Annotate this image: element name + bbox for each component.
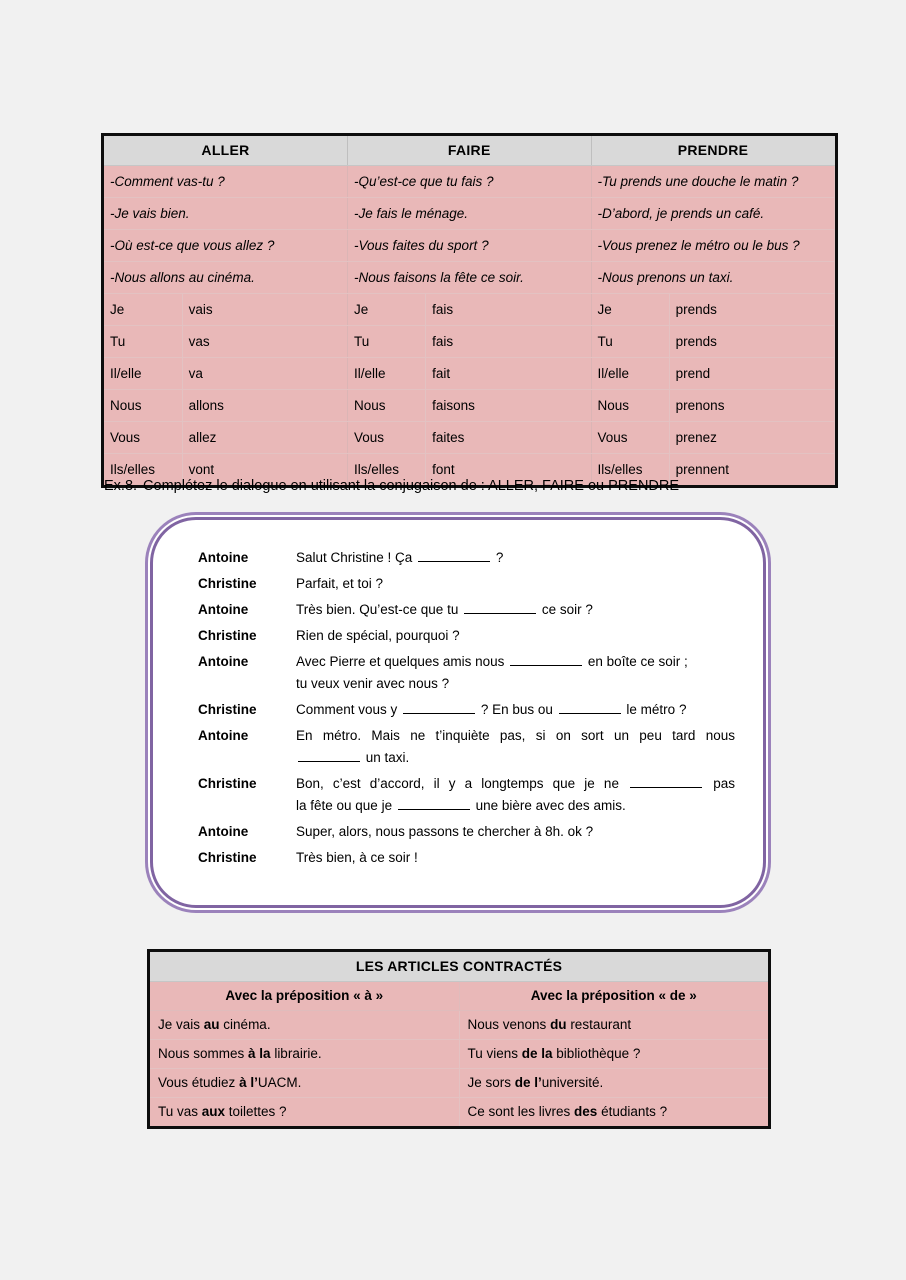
example-prendre-3: -Vous prenez le métro ou le bus ? [591,230,835,262]
pronoun-faire: Tu [348,326,426,358]
text-post: UACM. [257,1075,302,1090]
example-faire-1: -Qu’est-ce que tu fais ? [348,166,592,198]
dialogue-text [296,773,735,817]
dialogue-text-after: le métro ? [626,702,687,717]
text-pre: Je sors [467,1075,515,1090]
dialogue-text-after: en boîte ce soir ; [587,654,688,669]
text-bold: de la [521,1046,553,1061]
form-prendre: prends [669,294,834,326]
form-prendre: prend [669,358,834,390]
dialogue-text [296,573,735,595]
dialogue-text-before: Très bien, à ce soir ! [296,850,418,865]
pronoun-faire: Vous [348,422,426,454]
dialogue-text-before: Bon, c’est d’accord, il y a longtemps que je ne [296,776,619,791]
dialogue-text-before: Salut Christine ! Ça [296,550,413,565]
articles-row [150,1011,768,1040]
contracted-articles-table [147,949,771,1129]
form-aller: allez [182,422,347,454]
dialogue-text-before: En métro. Mais ne t’inquiète pas, si on sort un peu tard nous [296,728,735,743]
pronoun-aller: Il/elle [104,358,182,390]
dialogue-content [198,547,735,873]
text-post: université. [541,1075,604,1090]
text-pre: Tu viens [467,1046,522,1061]
dialogue-blank[interactable] [559,713,621,714]
form-faire: font [426,454,591,486]
dialogue-text-before: Rien de spécial, pourquoi ? [296,628,460,643]
dialogue-line7-row1 [296,773,735,795]
dialogue-line [198,773,735,817]
verb-header-prendre: PRENDRE [591,136,835,166]
dialogue-text [296,821,735,843]
example-aller-4: -Nous allons au cinéma. [104,262,348,294]
dialogue-text-after: ? [495,550,504,565]
articles-title: LES ARTICLES CONTRACTÉS [150,952,768,982]
articles-cell-a [150,1040,459,1069]
pronoun-aller: Vous [104,422,182,454]
verb-conjugation-table [101,133,838,488]
text-post: cinéma. [219,1017,271,1032]
articles-table [150,952,768,1126]
text-pre: Nous sommes [158,1046,249,1061]
dialogue-blank[interactable] [398,809,470,810]
form-aller: vais [182,294,347,326]
dialogue-text [296,699,735,721]
pronoun-prendre: Je [591,294,669,326]
pronoun-aller: Je [104,294,182,326]
verbs-table [104,136,835,485]
text-post: librairie. [270,1046,322,1061]
text-bold: au [203,1017,220,1032]
form-aller: vas [182,326,347,358]
dialogue-text-line2 [296,747,735,769]
dialogue-text-line2-before: la fête ou que je [296,798,393,813]
dialogue-line [198,699,735,721]
pronoun-prendre: Tu [591,326,669,358]
text-bold: à la [248,1046,271,1061]
example-faire-4: -Nous faisons la fête ce soir. [348,262,592,294]
text-post: restaurant [566,1017,632,1032]
text-pre: Je vais [158,1017,204,1032]
dialogue-text [296,547,735,569]
articles-cell-a [150,1011,459,1040]
example-faire-2: -Je fais le ménage. [348,198,592,230]
dialogue-text-line2-after: un taxi. [365,750,410,765]
exercise-instruction-text: Complétez le dialogue en utilisant la conjugaison de : ALLER, FAIRE ou PRENDRE [143,478,680,494]
text-post: bibliothèque ? [552,1046,641,1061]
dialogue-line [198,847,735,869]
text-post: toilettes ? [225,1104,287,1119]
dialogue-text-before: Parfait, et toi ? [296,576,384,591]
articles-subheader-a: Avec la préposition « à » [150,982,459,1011]
dialogue-speaker: Christine [198,776,257,791]
exercise-number: Ex.8. [104,478,138,494]
text-pre: Nous venons [467,1017,551,1032]
example-aller-1: -Comment vas-tu ? [104,166,348,198]
text-pre: Ce sont les livres [467,1104,575,1119]
pronoun-faire: Nous [348,390,426,422]
articles-row [150,1040,768,1069]
text-pre: Tu vas [158,1104,202,1119]
example-row [104,262,835,294]
example-row [104,166,835,198]
verb-header-aller: ALLER [104,136,348,166]
articles-cell-de [459,1040,768,1069]
verb-header-faire: FAIRE [348,136,592,166]
dialogue-text-line2-after: une bière avec des amis. [475,798,626,813]
dialogue-speaker: Antoine [198,550,249,565]
exercise-instruction [104,478,679,494]
dialogue-line [198,547,735,569]
example-row [104,230,835,262]
form-aller: vont [182,454,347,486]
text-pre: Vous étudiez [158,1075,240,1090]
dialogue-text-before: Super, alors, nous passons te chercher à 8h. ok ? [296,824,594,839]
pronoun-prendre: Vous [591,422,669,454]
example-faire-3: -Vous faites du sport ? [348,230,592,262]
dialogue-blank[interactable] [418,561,490,562]
dialogue-speaker: Christine [198,628,257,643]
articles-title-row [150,952,768,982]
form-prendre: prennent [669,454,834,486]
verb-header-row [104,136,835,166]
form-prendre: prends [669,326,834,358]
text-bold: du [550,1017,567,1032]
form-faire: fais [426,326,591,358]
dialogue-text [296,847,735,869]
dialogue-text-before: Avec Pierre et quelques amis nous [296,654,505,669]
dialogue-text [296,651,735,695]
articles-subheader-row [150,982,768,1011]
pronoun-aller: Tu [104,326,182,358]
form-faire: faites [426,422,591,454]
dialogue-speaker: Antoine [198,728,249,743]
dialogue-line [198,821,735,843]
example-prendre-4: -Nous prenons un taxi. [591,262,835,294]
form-prendre: prenez [669,422,834,454]
dialogue-speaker: Antoine [198,654,249,669]
example-aller-3: -Où est-ce que vous allez ? [104,230,348,262]
dialogue-blank[interactable] [403,713,475,714]
dialogue-speaker: Christine [198,850,257,865]
pronoun-faire: Il/elle [348,358,426,390]
form-aller: allons [182,390,347,422]
pronoun-prendre: Nous [591,390,669,422]
text-post: étudiants ? [597,1104,668,1119]
text-bold: des [574,1104,598,1119]
pronoun-prendre: Il/elle [591,358,669,390]
dialogue-text [296,599,735,621]
articles-row [150,1098,768,1127]
pronoun-prendre: Ils/elles [591,454,669,486]
example-row [104,198,835,230]
dialogue-line [198,651,735,695]
dialogue-text-before: Très bien. Qu’est-ce que tu [296,602,459,617]
dialogue-speaker: Christine [198,702,257,717]
form-faire: fais [426,294,591,326]
pronoun-faire: Je [348,294,426,326]
dialogue-speaker: Antoine [198,602,249,617]
dialogue-text-before: Comment vous y [296,702,398,717]
form-prendre: prenons [669,390,834,422]
pronoun-aller: Ils/elles [104,454,182,486]
dialogue-line [198,599,735,621]
dialogue-text-after: pas [713,776,735,791]
articles-row [150,1069,768,1098]
dialogue-text-mid: ? En bus ou [480,702,553,717]
articles-cell-a [150,1069,459,1098]
dialogue-box [150,517,766,908]
dialogue-blank[interactable] [298,761,360,762]
dialogue-line [198,573,735,595]
dialogue-text-line2: tu veux venir avec nous ? [296,676,450,691]
text-bold: à l’ [239,1075,258,1090]
dialogue-speaker: Christine [198,576,257,591]
dialogue-text-after: ce soir ? [541,602,593,617]
form-faire: fait [426,358,591,390]
dialogue-text-line2 [296,795,735,817]
dialogue-blank[interactable] [510,665,582,666]
example-prendre-2: -D’abord, je prends un café. [591,198,835,230]
articles-subheader-de: Avec la préposition « de » [459,982,768,1011]
form-faire: faisons [426,390,591,422]
example-prendre-1: -Tu prends une douche le matin ? [591,166,835,198]
dialogue-line [198,625,735,647]
form-aller: va [182,358,347,390]
conjugation-row [104,294,835,326]
conjugation-row [104,326,835,358]
articles-cell-de [459,1069,768,1098]
conjugation-row [104,358,835,390]
example-aller-2: -Je vais bien. [104,198,348,230]
pronoun-aller: Nous [104,390,182,422]
dialogue-text [296,725,735,769]
dialogue-line [198,725,735,769]
articles-cell-a [150,1098,459,1127]
dialogue-text [296,625,735,647]
dialogue-blank[interactable] [464,613,536,614]
dialogue-blank[interactable] [630,787,702,788]
articles-cell-de [459,1011,768,1040]
conjugation-row [104,422,835,454]
articles-cell-de [459,1098,768,1127]
text-bold: aux [201,1104,226,1119]
conjugation-row [104,390,835,422]
pronoun-faire: Ils/elles [348,454,426,486]
text-bold: de l’ [514,1075,542,1090]
dialogue-speaker: Antoine [198,824,249,839]
